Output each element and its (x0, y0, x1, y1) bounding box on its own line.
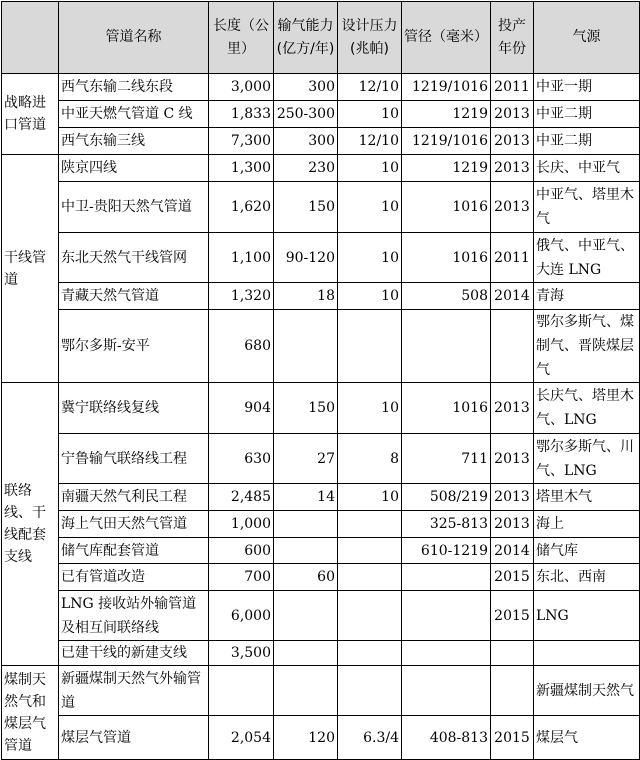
pipeline-name: 青藏天然气管道 (59, 283, 209, 310)
diameter-cell: 508 (402, 283, 491, 310)
capacity-cell (274, 591, 338, 641)
capacity-cell: 300 (274, 74, 338, 101)
source-cell: 煤层气 (534, 716, 640, 760)
length-cell: 3,000 (209, 74, 274, 101)
pressure-cell (338, 564, 402, 591)
table-row (2, 74, 640, 101)
pipeline-name: 新疆煤制天然气外输管道 (59, 666, 209, 716)
pipeline-name: 已建干线的新建支线 (59, 641, 209, 666)
year-cell: 2013 (491, 511, 534, 538)
pressure-cell: 10 (338, 155, 402, 182)
source-cell: 青海 (534, 283, 640, 310)
source-cell (534, 641, 640, 666)
pressure-cell: 12/10 (338, 128, 402, 155)
length-cell: 2,054 (209, 716, 274, 760)
length-cell: 1,833 (209, 101, 274, 128)
diameter-cell: 1219 (402, 101, 491, 128)
year-cell: 2015 (491, 716, 534, 760)
capacity-cell: 60 (274, 564, 338, 591)
header-diameter: 管径（毫米） (402, 2, 491, 74)
diameter-cell: 325-813 (402, 511, 491, 538)
pipeline-name: 海上气田天然气管道 (59, 511, 209, 538)
length-cell: 600 (209, 538, 274, 564)
pressure-cell: 10 (338, 101, 402, 128)
year-cell: 2014 (491, 538, 534, 564)
capacity-cell: 150 (274, 383, 338, 434)
table-row (2, 564, 640, 591)
capacity-cell: 250-300 (274, 101, 338, 128)
pipeline-name: LNG 接收站外输管道及相互间联络线 (59, 591, 209, 641)
category-cell: 煤制天然气和煤层气管道 (2, 666, 59, 760)
length-cell: 1,320 (209, 283, 274, 310)
pressure-cell: 12/10 (338, 74, 402, 101)
diameter-cell: 1219/1016 (402, 128, 491, 155)
table-row (2, 434, 640, 484)
year-cell: 2013 (491, 484, 534, 511)
diameter-cell (402, 310, 491, 383)
capacity-cell: 120 (274, 716, 338, 760)
diameter-cell: 408-813 (402, 716, 491, 760)
source-cell: LNG (534, 591, 640, 641)
header-category (2, 2, 59, 74)
source-cell: 新疆煤制天然气 (534, 666, 640, 716)
source-cell: 东北、西南 (534, 564, 640, 591)
length-cell: 1,620 (209, 182, 274, 233)
table-row (2, 716, 640, 760)
diameter-cell (402, 564, 491, 591)
pipeline-name: 冀宁联络线复线 (59, 383, 209, 434)
length-cell: 7,300 (209, 128, 274, 155)
source-cell: 鄂尔多斯气、煤制气、晋陕煤层气 (534, 310, 640, 383)
table-row (2, 591, 640, 641)
year-cell (491, 666, 534, 716)
length-cell: 1,100 (209, 233, 274, 283)
header-name: 管道名称 (59, 2, 209, 74)
table-row (2, 666, 640, 716)
length-cell: 1,300 (209, 155, 274, 182)
year-cell: 2013 (491, 155, 534, 182)
pipeline-name: 煤层气管道 (59, 716, 209, 760)
year-cell: 2013 (491, 434, 534, 484)
diameter-cell (402, 666, 491, 716)
pipeline-name: 储气库配套管道 (59, 538, 209, 564)
diameter-cell: 1219/1016 (402, 74, 491, 101)
header-length: 长度（公里） (209, 2, 274, 74)
table-row (2, 128, 640, 155)
pipeline-name: 西气东输三线 (59, 128, 209, 155)
year-cell: 2011 (491, 233, 534, 283)
pipeline-name: 中亚天燃气管道 C 线 (59, 101, 209, 128)
source-cell: 海上 (534, 511, 640, 538)
length-cell: 6,000 (209, 591, 274, 641)
capacity-cell (274, 511, 338, 538)
table-row (2, 484, 640, 511)
pipeline-table (1, 1, 640, 760)
table-row (2, 641, 640, 666)
header-year: 投产年份 (491, 2, 534, 74)
header-row (2, 2, 640, 74)
pressure-cell: 10 (338, 233, 402, 283)
diameter-cell: 1016 (402, 182, 491, 233)
pressure-cell (338, 310, 402, 383)
diameter-cell: 508/219 (402, 484, 491, 511)
year-cell: 2014 (491, 283, 534, 310)
length-cell: 2,485 (209, 484, 274, 511)
pipeline-name: 已有管道改造 (59, 564, 209, 591)
pipeline-name: 中卫-贵阳天然气管道 (59, 182, 209, 233)
table-row (2, 538, 640, 564)
header-pressure: 设计压力(兆帕) (338, 2, 402, 74)
table-row (2, 155, 640, 182)
pressure-cell: 6.3/4 (338, 716, 402, 760)
pressure-cell: 10 (338, 182, 402, 233)
table-row (2, 101, 640, 128)
year-cell: 2015 (491, 591, 534, 641)
year-cell (491, 641, 534, 666)
pressure-cell: 10 (338, 383, 402, 434)
pipeline-name: 西气东输二线东段 (59, 74, 209, 101)
capacity-cell: 27 (274, 434, 338, 484)
capacity-cell (274, 641, 338, 666)
length-cell: 904 (209, 383, 274, 434)
source-cell: 中亚二期 (534, 128, 640, 155)
year-cell: 2013 (491, 182, 534, 233)
diameter-cell (402, 641, 491, 666)
pipeline-name: 陕京四线 (59, 155, 209, 182)
pipeline-name: 鄂尔多斯-安平 (59, 310, 209, 383)
table-row (2, 511, 640, 538)
pressure-cell (338, 511, 402, 538)
source-cell: 中亚二期 (534, 101, 640, 128)
year-cell: 2011 (491, 74, 534, 101)
table-row (2, 182, 640, 233)
pressure-cell: 8 (338, 434, 402, 484)
source-cell: 俄气、中亚气、大连 LNG (534, 233, 640, 283)
capacity-cell (274, 666, 338, 716)
table-row (2, 310, 640, 383)
capacity-cell: 300 (274, 128, 338, 155)
capacity-cell: 18 (274, 283, 338, 310)
capacity-cell: 150 (274, 182, 338, 233)
table-row (2, 283, 640, 310)
pipeline-name: 宁鲁输气联络线工程 (59, 434, 209, 484)
length-cell: 680 (209, 310, 274, 383)
year-cell: 2013 (491, 383, 534, 434)
category-cell: 干线管道 (2, 155, 59, 383)
source-cell: 鄂尔多斯气、川气、LNG (534, 434, 640, 484)
diameter-cell: 610-1219 (402, 538, 491, 564)
diameter-cell: 711 (402, 434, 491, 484)
table-row (2, 383, 640, 434)
diameter-cell: 1016 (402, 233, 491, 283)
pressure-cell (338, 641, 402, 666)
capacity-cell: 14 (274, 484, 338, 511)
pressure-cell (338, 591, 402, 641)
pressure-cell: 10 (338, 484, 402, 511)
capacity-cell (274, 310, 338, 383)
pipeline-name: 东北天然气干线管网 (59, 233, 209, 283)
length-cell (209, 666, 274, 716)
length-cell: 3,500 (209, 641, 274, 666)
source-cell: 长庆、中亚气 (534, 155, 640, 182)
capacity-cell: 90-120 (274, 233, 338, 283)
diameter-cell: 1219 (402, 155, 491, 182)
pressure-cell (338, 666, 402, 716)
header-source: 气源 (534, 2, 640, 74)
source-cell: 中亚一期 (534, 74, 640, 101)
year-cell (491, 310, 534, 383)
source-cell: 长庆气、塔里木气、LNG (534, 383, 640, 434)
pressure-cell (338, 538, 402, 564)
source-cell: 塔里木气 (534, 484, 640, 511)
diameter-cell: 1016 (402, 383, 491, 434)
category-cell: 联络线、干线配套支线 (2, 383, 59, 666)
source-cell: 中亚气、塔里木气 (534, 182, 640, 233)
year-cell: 2013 (491, 128, 534, 155)
year-cell: 2013 (491, 101, 534, 128)
diameter-cell (402, 591, 491, 641)
capacity-cell: 230 (274, 155, 338, 182)
length-cell: 700 (209, 564, 274, 591)
header-capacity: 输气能力(亿方/年) (274, 2, 338, 74)
capacity-cell (274, 538, 338, 564)
pressure-cell: 10 (338, 283, 402, 310)
category-cell: 战略进口管道 (2, 74, 59, 155)
length-cell: 1,000 (209, 511, 274, 538)
table-row (2, 233, 640, 283)
source-cell: 储气库 (534, 538, 640, 564)
pipeline-name: 南疆天然气利民工程 (59, 484, 209, 511)
year-cell: 2015 (491, 564, 534, 591)
length-cell: 630 (209, 434, 274, 484)
